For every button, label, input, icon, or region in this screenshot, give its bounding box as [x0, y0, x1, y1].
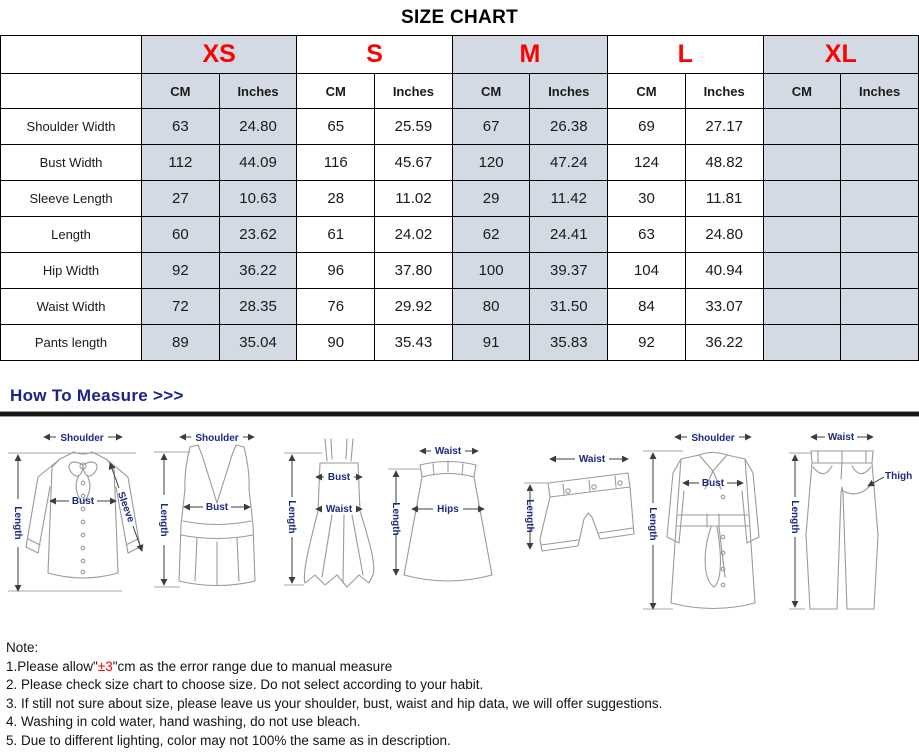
value-cell: 120 [452, 145, 530, 181]
value-cell: 63 [142, 109, 220, 145]
table-row [1, 325, 919, 361]
row-label: Shoulder Width [1, 109, 142, 145]
value-cell: 28 [297, 181, 375, 217]
shoulder-measure-label: Shoulder [194, 433, 239, 444]
value-cell: 24.80 [685, 217, 763, 253]
measure-figures [0, 417, 919, 629]
corner-cell [1, 74, 142, 109]
value-cell: 92 [608, 325, 686, 361]
value-cell: 116 [297, 145, 375, 181]
value-cell: 23.62 [219, 217, 297, 253]
table-row [1, 181, 919, 217]
value-cell: 25.59 [375, 109, 453, 145]
table-row [1, 217, 919, 253]
value-cell [763, 253, 841, 289]
value-cell: 36.22 [219, 253, 297, 289]
value-cell: 40.94 [685, 253, 763, 289]
row-label: Pants length [1, 325, 142, 361]
bust-measure-label: Bust [701, 478, 724, 489]
value-cell: 30 [608, 181, 686, 217]
value-cell: 80 [452, 289, 530, 325]
value-cell: 61 [297, 217, 375, 253]
value-cell: 35.83 [530, 325, 608, 361]
value-cell: 29.92 [375, 289, 453, 325]
value-cell [841, 145, 919, 181]
table-row [1, 145, 919, 181]
note-line-5: 5. Due to different lighting, color may not 100% the same as in description. [6, 732, 451, 748]
value-cell: 104 [608, 253, 686, 289]
value-cell: 35.04 [219, 325, 297, 361]
corner-cell [1, 36, 142, 74]
tank-top-figure [150, 425, 280, 625]
row-label: Length [1, 217, 142, 253]
bust-measure-label: Bust [205, 502, 228, 513]
value-cell [763, 325, 841, 361]
row-label: Bust Width [1, 145, 142, 181]
value-cell: 27 [142, 181, 220, 217]
value-cell: 48.82 [685, 145, 763, 181]
value-cell: 89 [142, 325, 220, 361]
value-cell: 62 [452, 217, 530, 253]
value-cell: 45.67 [375, 145, 453, 181]
value-cell: 72 [142, 289, 220, 325]
row-label: Waist Width [1, 289, 142, 325]
value-cell: 24.41 [530, 217, 608, 253]
value-cell: 37.80 [375, 253, 453, 289]
value-cell: 91 [452, 325, 530, 361]
value-cell: 96 [297, 253, 375, 289]
unit-header-inches: Inches [530, 74, 608, 109]
value-cell: 76 [297, 289, 375, 325]
value-cell [763, 289, 841, 325]
value-cell: 29 [452, 181, 530, 217]
unit-header-inches: Inches [219, 74, 297, 109]
page-title: SIZE CHART [401, 7, 518, 28]
size-header-s: S [297, 36, 452, 74]
coat-figure [637, 425, 785, 625]
value-cell: 24.80 [219, 109, 297, 145]
notes-heading: Note: [6, 640, 39, 655]
shoulder-measure-label: Shoulder [690, 433, 735, 444]
sleeve-measure-label: Sleeve [114, 490, 137, 524]
note-1-text: 1.Please allow" [6, 658, 98, 674]
size-header-m: M [452, 36, 607, 74]
value-cell [841, 289, 919, 325]
value-cell: 90 [297, 325, 375, 361]
unit-header-cm: CM [297, 74, 375, 109]
value-cell: 28.35 [219, 289, 297, 325]
length-measure-label: Length [157, 503, 169, 537]
value-cell [841, 181, 919, 217]
note-line-4: 4. Washing in cold water, hand washing, do not use bleach. [6, 714, 361, 729]
value-cell [763, 145, 841, 181]
value-cell: 24.02 [375, 217, 453, 253]
value-cell: 47.24 [530, 145, 608, 181]
value-cell: 36.22 [685, 325, 763, 361]
value-cell [841, 253, 919, 289]
value-cell: 11.02 [375, 181, 453, 217]
value-cell: 27.17 [685, 109, 763, 145]
value-cell: 92 [142, 253, 220, 289]
table-row [1, 253, 919, 289]
length-measure-label: Length [524, 499, 535, 533]
value-cell: 63 [608, 217, 686, 253]
size-header-xs: XS [142, 36, 297, 74]
notes-section [0, 629, 919, 750]
value-cell [841, 217, 919, 253]
waist-measure-label: Waist [578, 454, 606, 465]
unit-header-cm: CM [608, 74, 686, 109]
table-row [1, 109, 919, 145]
bust-measure-label: Bust [71, 496, 95, 507]
value-cell [763, 217, 841, 253]
length-measure-label: Length [286, 500, 297, 534]
thigh-measure-label: Thigh [885, 471, 913, 482]
unit-header-cm: CM [452, 74, 530, 109]
note-1-tolerance: ±3 [97, 658, 113, 674]
unit-header-inches: Inches [685, 74, 763, 109]
note-line-1 [6, 658, 919, 677]
row-label: Sleeve Length [1, 181, 142, 217]
pants-figure [785, 425, 915, 625]
value-cell: 124 [608, 145, 686, 181]
value-cell: 11.42 [530, 181, 608, 217]
blouse-figure [4, 425, 149, 625]
skirt-figure [386, 425, 506, 625]
value-cell: 84 [608, 289, 686, 325]
value-cell: 35.43 [375, 325, 453, 361]
dress-figure [280, 425, 385, 625]
length-measure-label: Length [389, 502, 401, 536]
length-measure-label: Length [789, 500, 800, 534]
size-chart-table [0, 35, 919, 361]
unit-header-inches: Inches [375, 74, 453, 109]
unit-header-cm: CM [763, 74, 841, 109]
value-cell: 10.63 [219, 181, 297, 217]
value-cell: 31.50 [530, 289, 608, 325]
length-measure-label: Length [646, 507, 658, 541]
note-1-text: "cm as the error range due to manual measure [112, 658, 393, 674]
size-header-l: L [608, 36, 763, 74]
size-header-row [1, 36, 919, 74]
value-cell [841, 109, 919, 145]
value-cell: 112 [142, 145, 220, 181]
row-label: Hip Width [1, 253, 142, 289]
unit-header-inches: Inches [841, 74, 919, 109]
waist-measure-label: Waist [325, 504, 353, 515]
length-measure-label: Length [12, 506, 23, 540]
value-cell [763, 109, 841, 145]
value-cell: 100 [452, 253, 530, 289]
value-cell: 11.81 [685, 181, 763, 217]
unit-header-cm: CM [142, 74, 220, 109]
value-cell: 67 [452, 109, 530, 145]
note-line-3: 3. If still not sure about size, please leave us your shoulder, bust, waist and hip data, we will offer suggestions. [6, 695, 663, 711]
shorts-figure [506, 425, 636, 625]
value-cell: 39.37 [530, 253, 608, 289]
size-header-xl: XL [763, 36, 919, 74]
value-cell: 69 [608, 109, 686, 145]
value-cell: 26.38 [530, 109, 608, 145]
table-row [1, 289, 919, 325]
waist-measure-label: Waist [434, 446, 461, 457]
value-cell [841, 325, 919, 361]
hips-measure-label: Hips [436, 504, 459, 515]
bust-measure-label: Bust [327, 472, 351, 483]
shoulder-measure-label: Shoulder [60, 433, 104, 444]
unit-header-row [1, 74, 919, 109]
waist-measure-label: Waist [827, 432, 855, 443]
value-cell: 33.07 [685, 289, 763, 325]
how-to-measure-heading: How To Measure >>> [10, 386, 184, 405]
value-cell: 65 [297, 109, 375, 145]
value-cell: 44.09 [219, 145, 297, 181]
value-cell [763, 181, 841, 217]
value-cell: 60 [142, 217, 220, 253]
note-line-2: 2. Please check size chart to choose size. Do not select according to your habit. [6, 677, 484, 692]
